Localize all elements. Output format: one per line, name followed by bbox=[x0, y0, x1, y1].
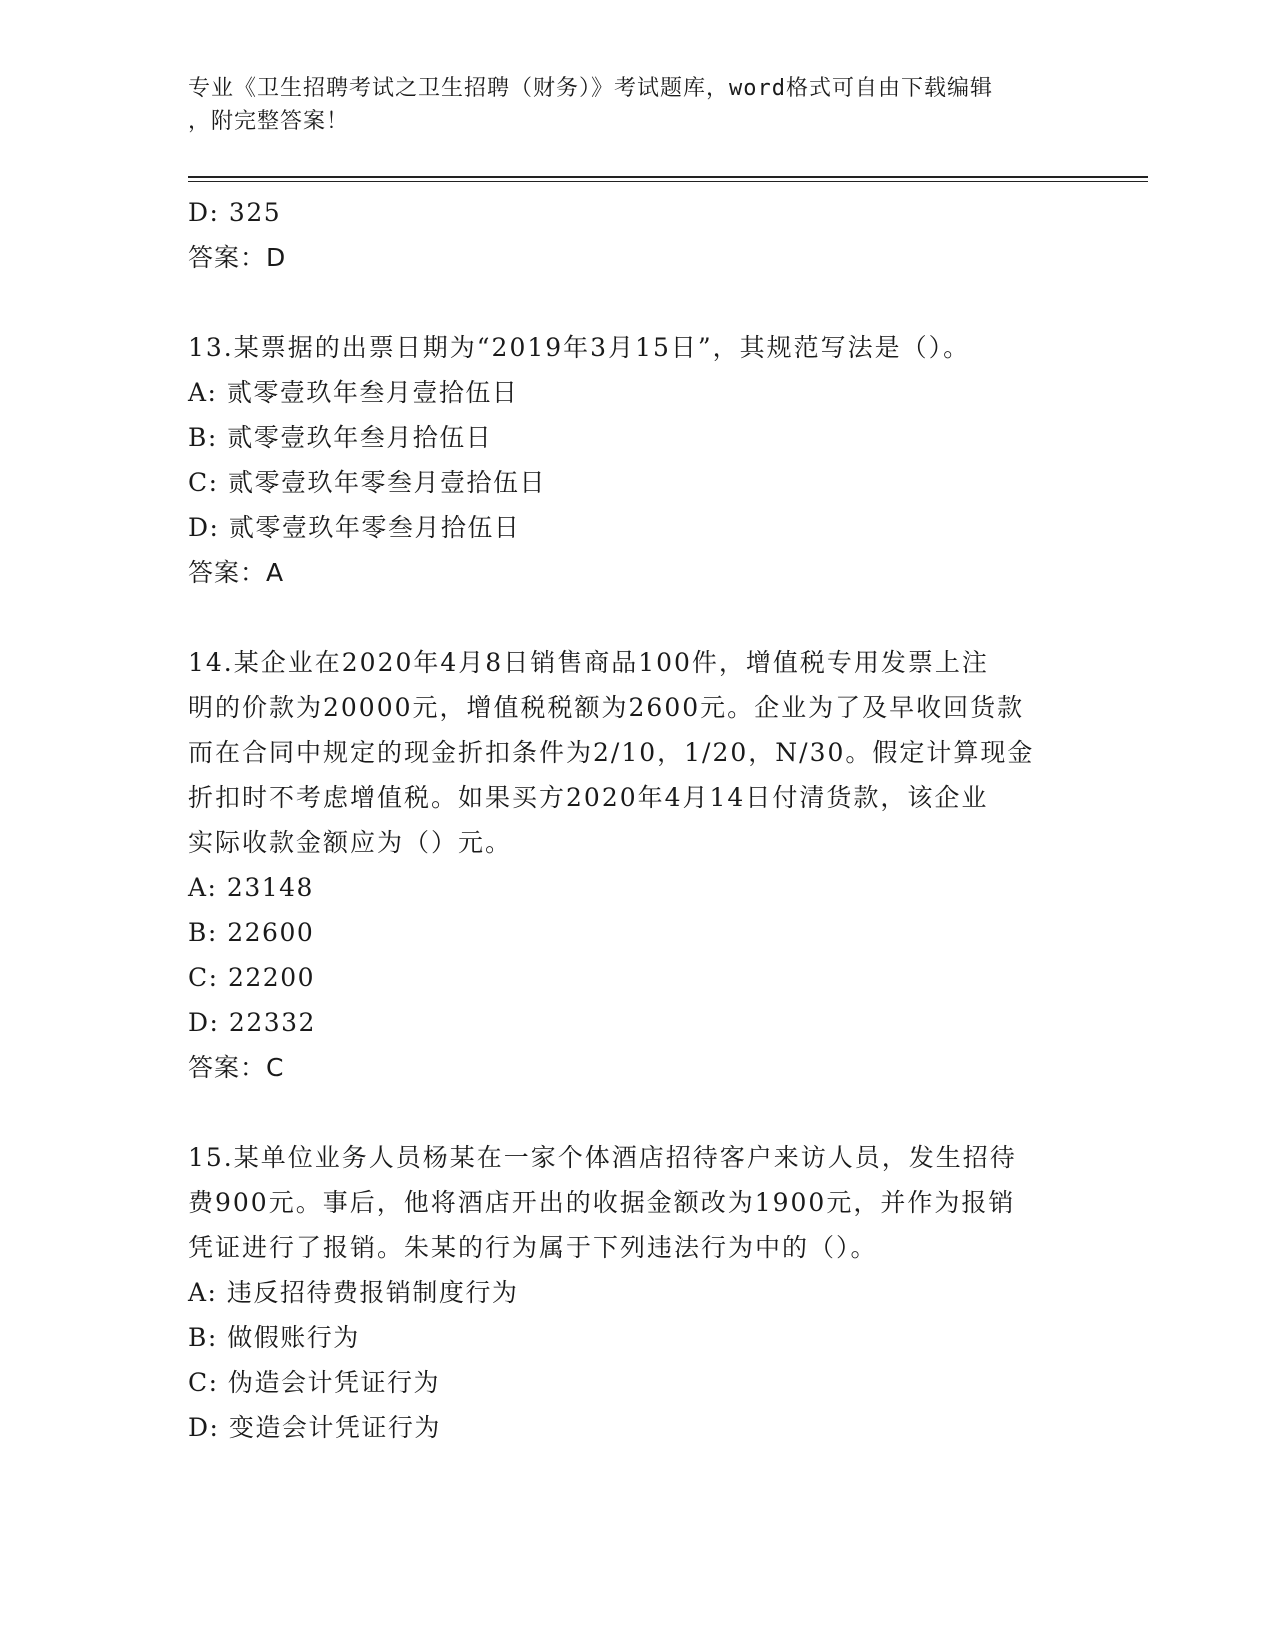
option-c: C: 贰零壹玖年零叁月壹拾伍日 bbox=[188, 468, 546, 497]
question-text: 15.某单位业务人员杨某在一家个体酒店招待客户来访人员，发生招待 bbox=[188, 1143, 1017, 1172]
answer: 答案：C bbox=[188, 1053, 285, 1082]
option-b: B: 做假账行为 bbox=[188, 1323, 360, 1352]
question-list bbox=[188, 190, 1088, 1450]
prev-option-d: D: 325 bbox=[188, 198, 282, 227]
option-d: D: 贰零壹玖年零叁月拾伍日 bbox=[188, 513, 521, 542]
question-text: 凭证进行了报销。朱某的行为属于下列违法行为中的（）。 bbox=[188, 1233, 878, 1262]
prev-answer: 答案：D bbox=[188, 243, 287, 272]
question-text: 明的价款为20000元，增值税税额为2600元。企业为了及早收回货款 bbox=[188, 693, 1025, 722]
header-divider bbox=[188, 176, 1148, 178]
question-text: 费900元。事后，他将酒店开出的收据金额改为1900元，并作为报销 bbox=[188, 1188, 1016, 1217]
header-divider-thin bbox=[188, 181, 1148, 182]
header-line-1: 专业《卫生招聘考试之卫生招聘（财务）》考试题库，word格式可自由下载编辑 bbox=[188, 76, 993, 101]
option-d: D: 变造会计凭证行为 bbox=[188, 1413, 441, 1442]
document-header bbox=[188, 72, 1088, 138]
question-text: 而在合同中规定的现金折扣条件为2/10，1/20，N/30。假定计算现金 bbox=[188, 738, 1035, 767]
header-line-2: ，附完整答案！ bbox=[188, 109, 350, 134]
question-text: 13.某票据的出票日期为“2019年3月15日”，其规范写法是（）。 bbox=[188, 333, 971, 362]
option-b: B: 贰零壹玖年叁月拾伍日 bbox=[188, 423, 493, 452]
option-a: A: 23148 bbox=[188, 873, 314, 902]
option-c: C: 22200 bbox=[188, 963, 316, 992]
option-a: A: 贰零壹玖年叁月壹拾伍日 bbox=[188, 378, 519, 407]
question-14 bbox=[188, 640, 1088, 1090]
question-text: 14.某企业在2020年4月8日销售商品100件，增值税专用发票上注 bbox=[188, 648, 989, 677]
option-b: B: 22600 bbox=[188, 918, 315, 947]
option-a: A: 违反招待费报销制度行为 bbox=[188, 1278, 519, 1307]
question-text: 折扣时不考虑增值税。如果买方2020年4月14日付清货款，该企业 bbox=[188, 783, 989, 812]
option-d: D: 22332 bbox=[188, 1008, 316, 1037]
option-c: C: 伪造会计凭证行为 bbox=[188, 1368, 440, 1397]
question-13 bbox=[188, 325, 1088, 595]
answer: 答案：A bbox=[188, 558, 285, 587]
question-text: 实际收款金额应为（）元。 bbox=[188, 828, 513, 857]
question-15 bbox=[188, 1135, 1088, 1450]
